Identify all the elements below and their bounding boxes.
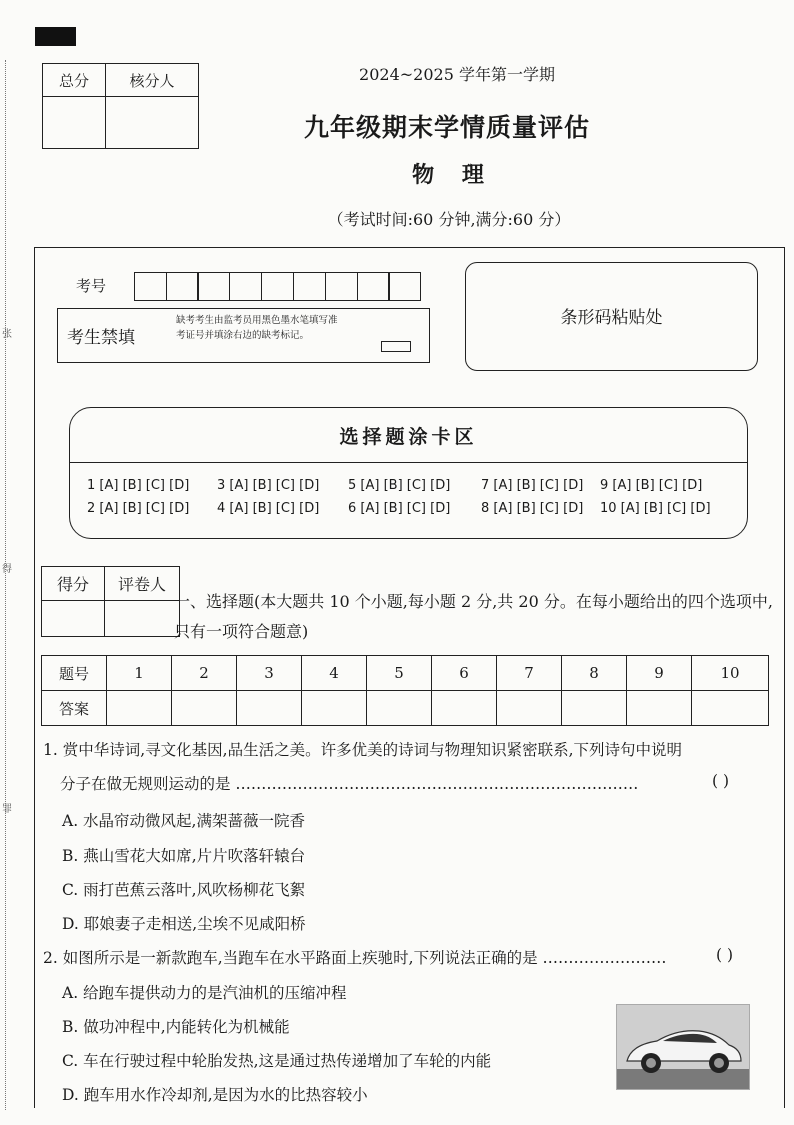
choice-option-row[interactable]: 2 [A] [B] [C] [D]	[87, 501, 190, 516]
exam-number-cell[interactable]	[229, 272, 262, 301]
choice-option-row[interactable]: 1 [A] [B] [C] [D]	[87, 478, 190, 493]
choice-area-title: 选择题涂卡区	[339, 426, 478, 448]
choice-option-row[interactable]: 6 [A] [B] [C] [D]	[348, 501, 451, 516]
exam-number-boxes[interactable]	[135, 272, 421, 301]
exam-number-cell[interactable]	[325, 272, 358, 301]
subject-title: 物 理	[412, 162, 494, 188]
question-2-option-d: D. 跑车用水作冷却剂,是因为水的比热容较小	[62, 1086, 368, 1104]
answer-cell[interactable]	[432, 691, 497, 726]
question-2-answer-blank[interactable]: ( )	[716, 946, 734, 964]
exam-number-cell[interactable]	[166, 272, 199, 301]
question-2-stem: 2. 如图所示是一新款跑车,当跑车在水平路面上疾驰时,下列说法正确的是 ……………………	[43, 949, 667, 967]
section-1-heading: 一、选择题(本大题共 10 个小题,每小题 2 分,共 20 分。在每小题给出的四个选项中,只有一项符合题意)	[174, 592, 773, 641]
side-mark: 张	[2, 329, 12, 340]
exam-number-label: 考号	[76, 277, 107, 295]
answer-table-qno: 1	[107, 656, 172, 691]
question-1-option-d: D. 耶娘妻子走相送,尘埃不见咸阳桥	[62, 915, 306, 933]
answer-cell[interactable]	[692, 691, 769, 726]
choice-option-row[interactable]: 5 [A] [B] [C] [D]	[348, 478, 451, 493]
choice-option-row[interactable]: 8 [A] [B] [C] [D]	[481, 501, 584, 516]
answer-table-qno: 4	[302, 656, 367, 691]
forbidden-label: 考生禁填	[67, 328, 135, 348]
question-2-option-c: C. 车在行驶过程中轮胎发热,这是通过热传递增加了车轮的内能	[62, 1052, 492, 1070]
choice-option-row[interactable]: 3 [A] [B] [C] [D]	[217, 478, 320, 493]
choice-option-row[interactable]: 9 [A] [B] [C] [D]	[600, 478, 703, 493]
answer-table	[41, 655, 769, 726]
answer-cell[interactable]	[562, 691, 627, 726]
question-2-option-a: A. 给跑车提供动力的是汽油机的压缩冲程	[62, 984, 347, 1002]
side-mark: 罪	[2, 804, 12, 815]
question-1-stem: 1. 赏中华诗词,寻文化基因,品生活之美。许多优美的诗词与物理知识紧密联系,下列诗句中说明	[43, 741, 682, 759]
answer-table-qno: 9	[627, 656, 692, 691]
answer-table-qno: 10	[692, 656, 769, 691]
answer-table-qno: 2	[172, 656, 237, 691]
exam-number-cell[interactable]	[388, 272, 421, 301]
answer-table-qno: 3	[237, 656, 302, 691]
school-year: 2024~2025 学年第一学期	[359, 65, 555, 84]
question-1-option-c: C. 雨打芭蕉云落叶,风吹杨柳花飞絮	[62, 881, 306, 899]
choice-option-row[interactable]: 4 [A] [B] [C] [D]	[217, 501, 320, 516]
grade-table	[41, 566, 180, 637]
exam-number-cell[interactable]	[293, 272, 326, 301]
question-1-stem-cont: 分子在做无规则运动的是 ……………………………………………………………………	[60, 775, 639, 793]
exam-number-cell[interactable]	[134, 272, 167, 301]
grade-header-grader: 评卷人	[105, 567, 180, 601]
exam-number-cell[interactable]	[261, 272, 294, 301]
sports-car-image	[616, 1004, 750, 1090]
choice-option-row[interactable]: 7 [A] [B] [C] [D]	[481, 478, 584, 493]
answer-cell[interactable]	[627, 691, 692, 726]
binding-line	[5, 60, 6, 1110]
answer-cell[interactable]	[302, 691, 367, 726]
corner-mark	[35, 27, 76, 46]
choice-option-row[interactable]: 10 [A] [B] [C] [D]	[600, 501, 711, 516]
answer-table-qno: 7	[497, 656, 562, 691]
exam-number-cell[interactable]	[197, 272, 230, 301]
answer-cell[interactable]	[497, 691, 562, 726]
question-1-option-a: A. 水晶帘动微风起,满架蔷薇一院香	[62, 812, 305, 830]
grade-header-score: 得分	[42, 567, 105, 601]
answer-cell[interactable]	[237, 691, 302, 726]
answer-cell[interactable]	[367, 691, 432, 726]
time-note: （考试时间:60 分钟,满分:60 分）	[327, 210, 571, 229]
barcode-area	[465, 262, 758, 371]
absent-note: 缺考考生由监考员用黑色墨水笔填写准考证号并填涂右边的缺考标记。	[176, 315, 338, 341]
question-1-answer-blank[interactable]: ( )	[712, 772, 730, 790]
question-1-option-b: B. 燕山雪花大如席,片片吹落轩辕台	[62, 847, 306, 865]
answer-cell[interactable]	[107, 691, 172, 726]
question-2-option-b: B. 做功冲程中,内能转化为机械能	[62, 1018, 290, 1036]
page-title: 九年级期末学情质量评估	[303, 113, 590, 142]
answer-table-qno-label: 题号	[42, 656, 107, 691]
score-header-total: 总分	[43, 64, 106, 97]
absent-mark-box[interactable]	[381, 341, 411, 352]
choice-fill-area	[69, 407, 748, 539]
score-header-checker: 核分人	[106, 64, 199, 97]
answer-table-qno: 5	[367, 656, 432, 691]
answer-table-qno: 8	[562, 656, 627, 691]
forbidden-fill-box	[57, 308, 430, 363]
answer-cell[interactable]	[172, 691, 237, 726]
divider	[70, 462, 747, 463]
grade-grader-cell[interactable]	[105, 601, 180, 637]
barcode-label: 条形码粘贴处	[560, 308, 663, 328]
exam-number-cell[interactable]	[357, 272, 390, 301]
answer-table-qno: 6	[432, 656, 497, 691]
side-mark: 得	[2, 564, 12, 575]
grade-score-cell[interactable]	[42, 601, 105, 637]
answer-table-answer-label: 答案	[42, 691, 107, 726]
